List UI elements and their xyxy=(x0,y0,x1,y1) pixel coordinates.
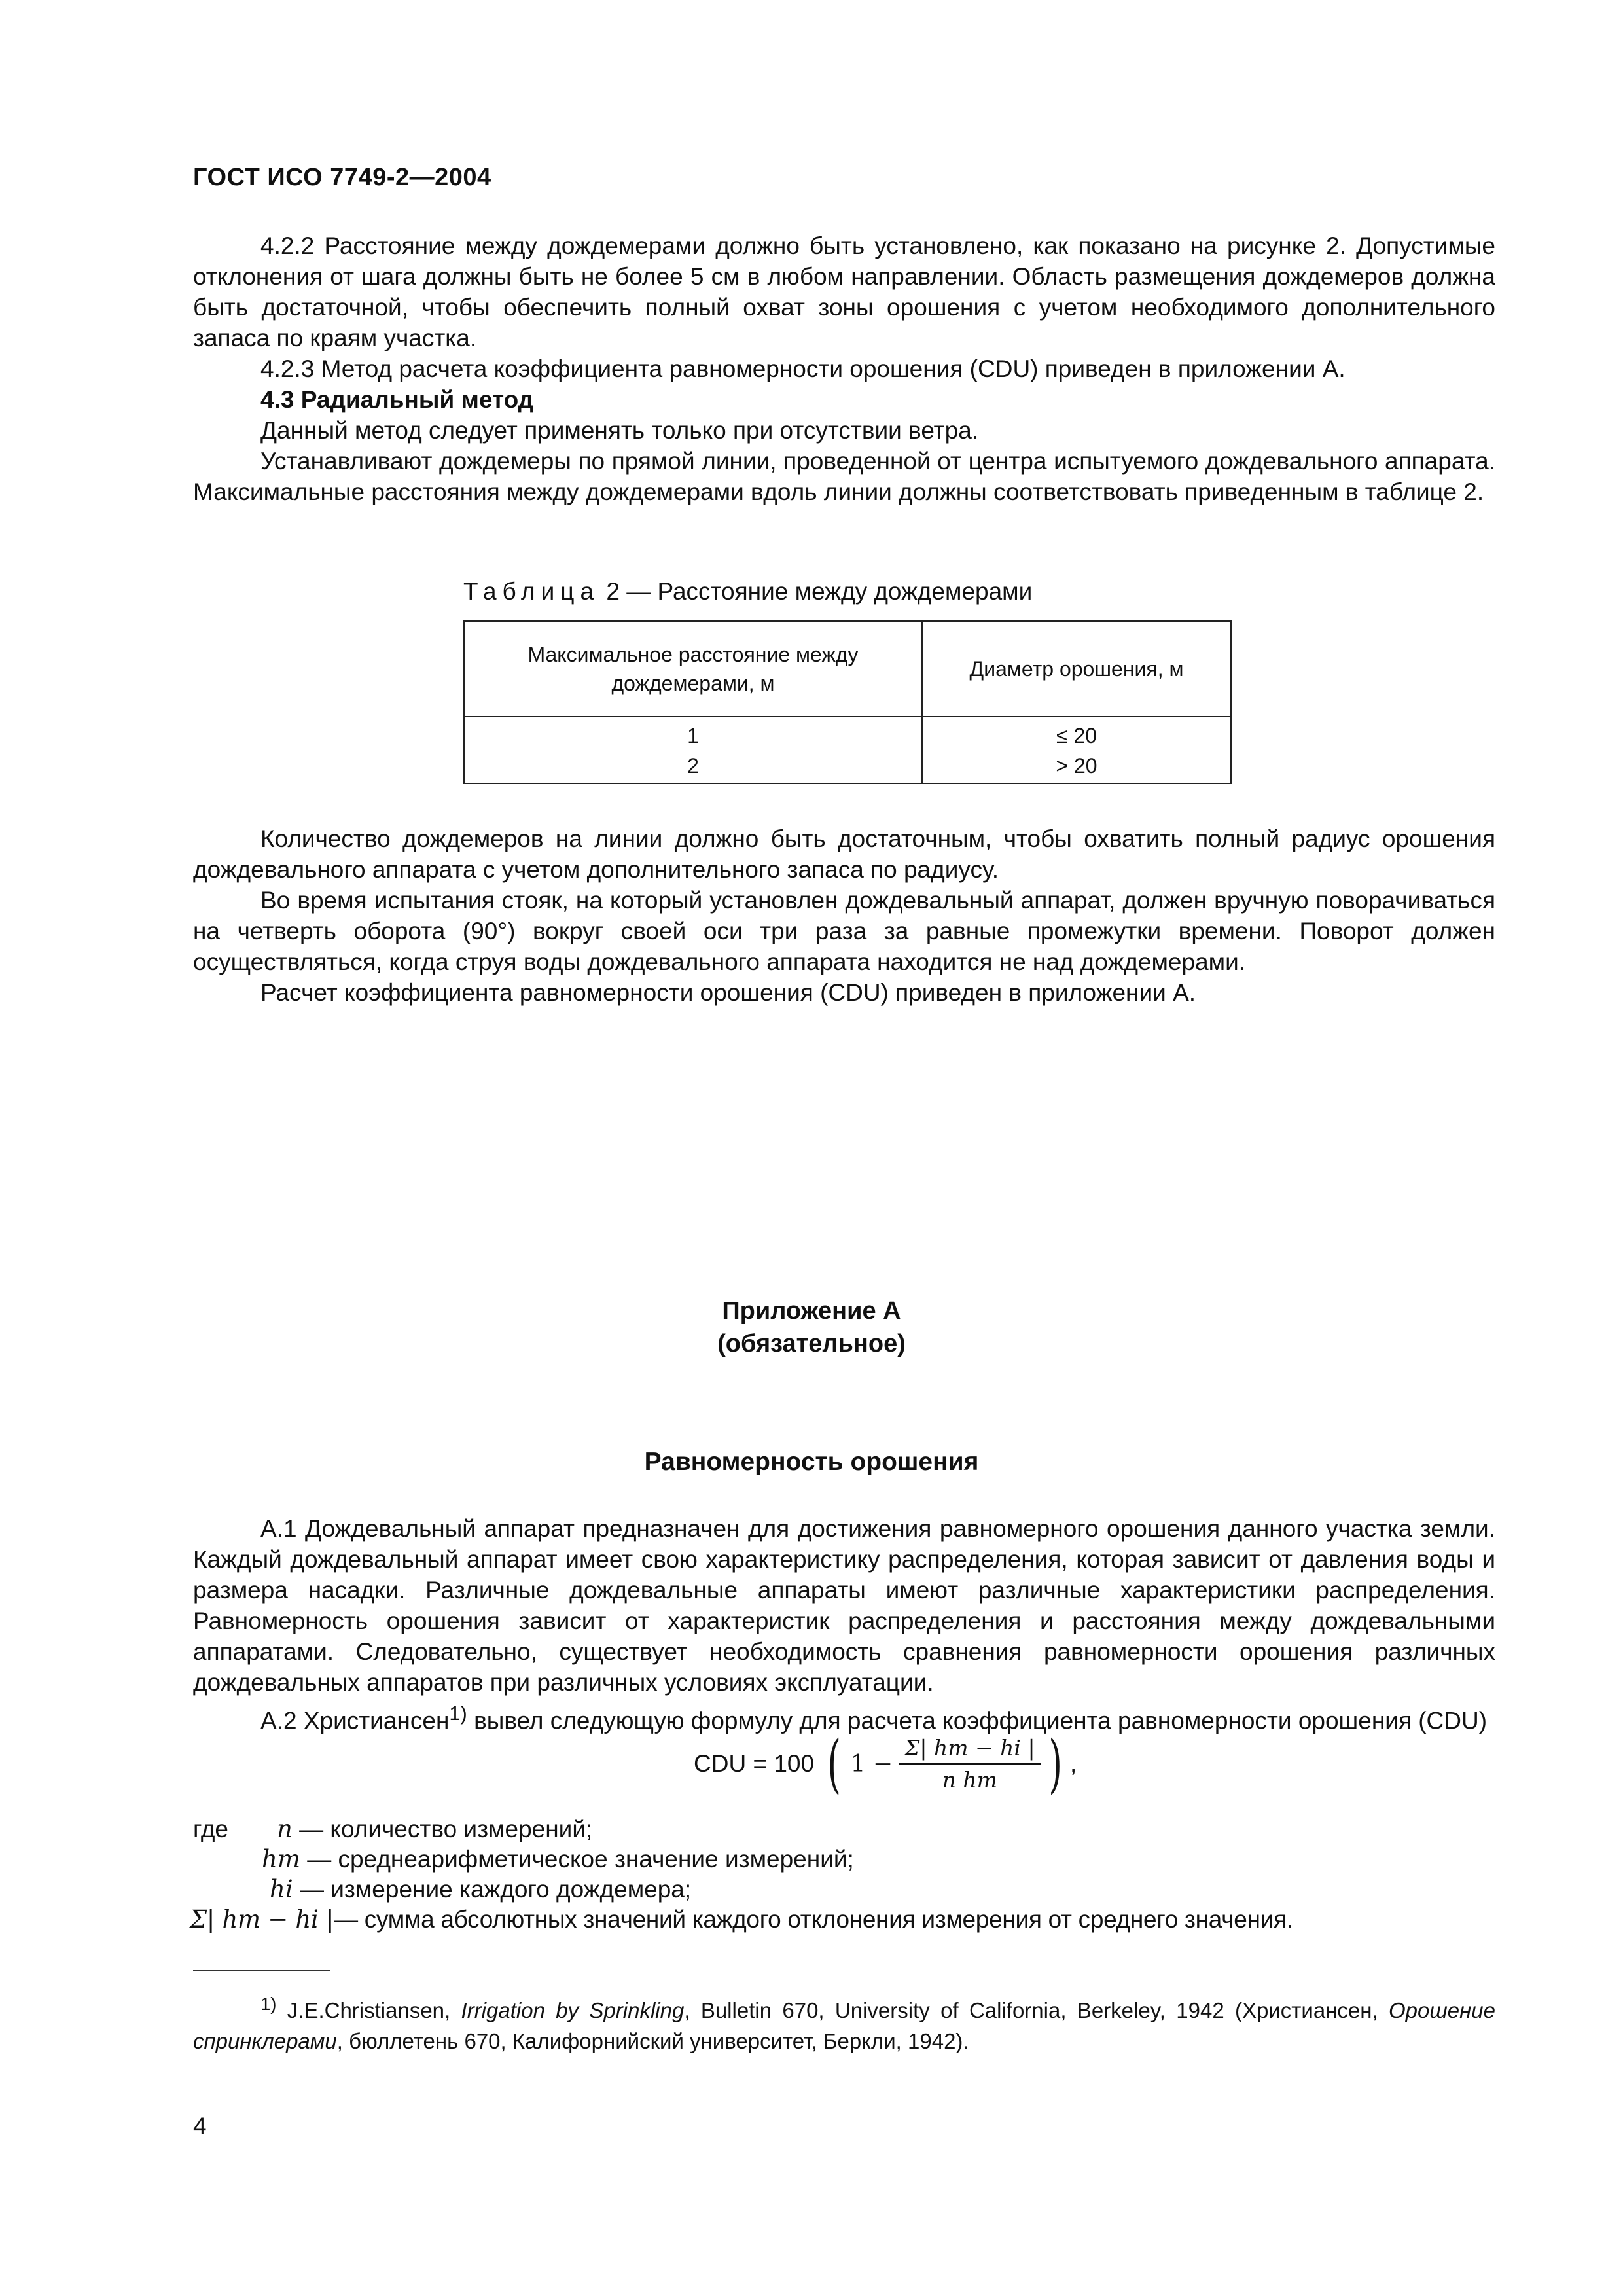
where-n-text: — количество измерений; xyxy=(292,1816,593,1842)
table-caption-text: 2 — Расстояние между дождемерами xyxy=(599,578,1033,605)
formula-trailing-comma: , xyxy=(1070,1750,1077,1777)
paragraph-a1: А.1 Дождевальный аппарат предназначен для достижения равномерного орошения данного участка земли. Каждый дождевальный аппарат имеет свою характеристику распределения, которая зависит от давления воды и размера насадки. Различные дождевальные аппараты имеют различные характеристики распределения. Равномерность орошения зависит от характеристик распределения и расстояния между дождевальными аппаратами. Следовательно, существует необходимость сравнения равномерности орошения различных дождевальных аппаратов при различных условиях эксплуатации. xyxy=(193,1515,1495,1696)
where-hm xyxy=(262,1844,854,1874)
var-sum: Σ| hm − hi | xyxy=(190,1905,334,1933)
paragraph-4-2-2: 4.2.2 Расстояние между дождемерами должно быть установлено, как показано на рисунке 2. Допустимые отклонения от шага должны быть не более 5 см в любом направлении. Область размещения дождемеров должна быть достаточной, чтобы обеспечить полный охват зоны орошения с учетом необходимого дополнительного запаса по краям участка. xyxy=(193,232,1495,351)
where-n xyxy=(193,1814,592,1844)
var-hi: hi xyxy=(270,1875,293,1903)
footnote-text xyxy=(193,1988,1495,2056)
table-cell-diameter: > 20 xyxy=(922,751,1231,783)
paragraph-a2-end: вывел следующую формулу для расчета коэффициента равномерности орошения (CDU) xyxy=(467,1707,1488,1734)
appendix-status: (обязательное) xyxy=(717,1330,906,1357)
table-header-diameter: Диаметр орошения, м xyxy=(922,621,1231,717)
table-row xyxy=(464,717,1231,751)
footnote-ref: 1) xyxy=(449,1702,467,1725)
formula-one-minus: 1 − xyxy=(850,1750,893,1778)
where-sum-text: — сумма абсолютных значений каждого отклонения измерения от среднего значения. xyxy=(334,1906,1293,1933)
formula-numerator: Σ| hm − hi | xyxy=(899,1735,1041,1765)
footnote-separator xyxy=(193,1970,330,1971)
where-hi xyxy=(270,1874,691,1905)
footnote-title-en: Irrigation by Sprinkling xyxy=(461,1998,685,2022)
table-caption xyxy=(463,578,1032,605)
table-header-row xyxy=(464,621,1231,717)
formula-lhs: CDU = 100 xyxy=(694,1750,815,1777)
table-header-distance: Максимальное расстояние между дождемерами, м xyxy=(464,621,922,717)
table-caption-word: Таблица xyxy=(463,578,600,605)
where-hm-text: — среднеарифметическое значение измерений; xyxy=(300,1846,854,1873)
document-header: ГОСТ ИСО 7749-2—2004 xyxy=(193,164,491,191)
paragraph-a2-start: А.2 Христиансен xyxy=(260,1707,450,1734)
paragraph-4-2-3: 4.2.3 Метод расчета коэффициента равномерности орошения (CDU) приведен в приложении А. xyxy=(260,355,1346,382)
paragraph-cdu-reference: Расчет коэффициента равномерности орошения (CDU) приведен в приложении А. xyxy=(260,979,1196,1006)
appendix-title: Равномерность орошения xyxy=(644,1448,979,1476)
table-2 xyxy=(463,620,1232,784)
section-radial-text xyxy=(193,823,1495,1008)
formula-denominator: n hm xyxy=(942,1767,997,1793)
appendix-label: Приложение А xyxy=(722,1297,901,1325)
appendix-body xyxy=(193,1513,1495,1736)
footnote-part: , Bulletin 670, University of California, Berkeley, 1942 (Христиансен, xyxy=(684,1998,1389,2022)
table-cell-diameter: ≤ 20 xyxy=(922,717,1231,751)
footnote-part: , бюллетень 670, Калифорнийский университет, Беркли, 1942). xyxy=(336,2029,969,2053)
var-n: n xyxy=(277,1815,293,1843)
footnote-marker: 1) xyxy=(260,1994,277,2014)
footnote xyxy=(193,1988,1495,2056)
table-row xyxy=(464,751,1231,783)
formula-close-paren: ) xyxy=(1048,1727,1062,1801)
var-hm: hm xyxy=(262,1845,300,1873)
formula-open-paren: ( xyxy=(827,1727,842,1801)
where-hi-text: — измерение каждого дождемера; xyxy=(293,1876,692,1903)
section-4-2 xyxy=(193,230,1495,507)
page-number: 4 xyxy=(193,2113,207,2140)
paragraph-gauge-count: Количество дождемеров на линии должно быть достаточным, чтобы охватить полный радиус орошения дождевального аппарата с учетом дополнительного запаса по радиусу. xyxy=(193,825,1495,883)
footnote-title-ru: Орошение спринклерами xyxy=(193,1998,1495,2053)
formula-fraction xyxy=(899,1735,1041,1793)
paragraph-wind-condition: Данный метод следует применять только при отсутствии ветра. xyxy=(260,417,979,444)
appendix-heading xyxy=(0,1295,1623,1360)
paragraph-gauge-placement: Устанавливают дождемеры по прямой линии, проведенной от центра испытуемого дождевального аппарата. Максимальные расстояния между дождемерами вдоль линии должны соответствовать приведенным в таблице 2. xyxy=(193,448,1495,505)
table-cell-distance: 1 xyxy=(464,717,922,751)
table-cell-distance: 2 xyxy=(464,751,922,783)
section-heading-4-3: 4.3 Радиальный метод xyxy=(260,386,534,413)
footnote-part: J.E.Christiansen, xyxy=(276,1998,461,2022)
paragraph-rotation: Во время испытания стояк, на который установлен дождевальный аппарат, должен вручную поворачиваться на четверть оборота (90°) вокруг своей оси три раза за равные промежутки времени. Поворот должен осуществляться, когда струя воды дождевального аппарата находится не над дождемерами. xyxy=(193,887,1495,975)
where-label: где xyxy=(193,1816,229,1842)
cdu-formula xyxy=(694,1728,1077,1800)
where-sum xyxy=(190,1905,1293,1935)
